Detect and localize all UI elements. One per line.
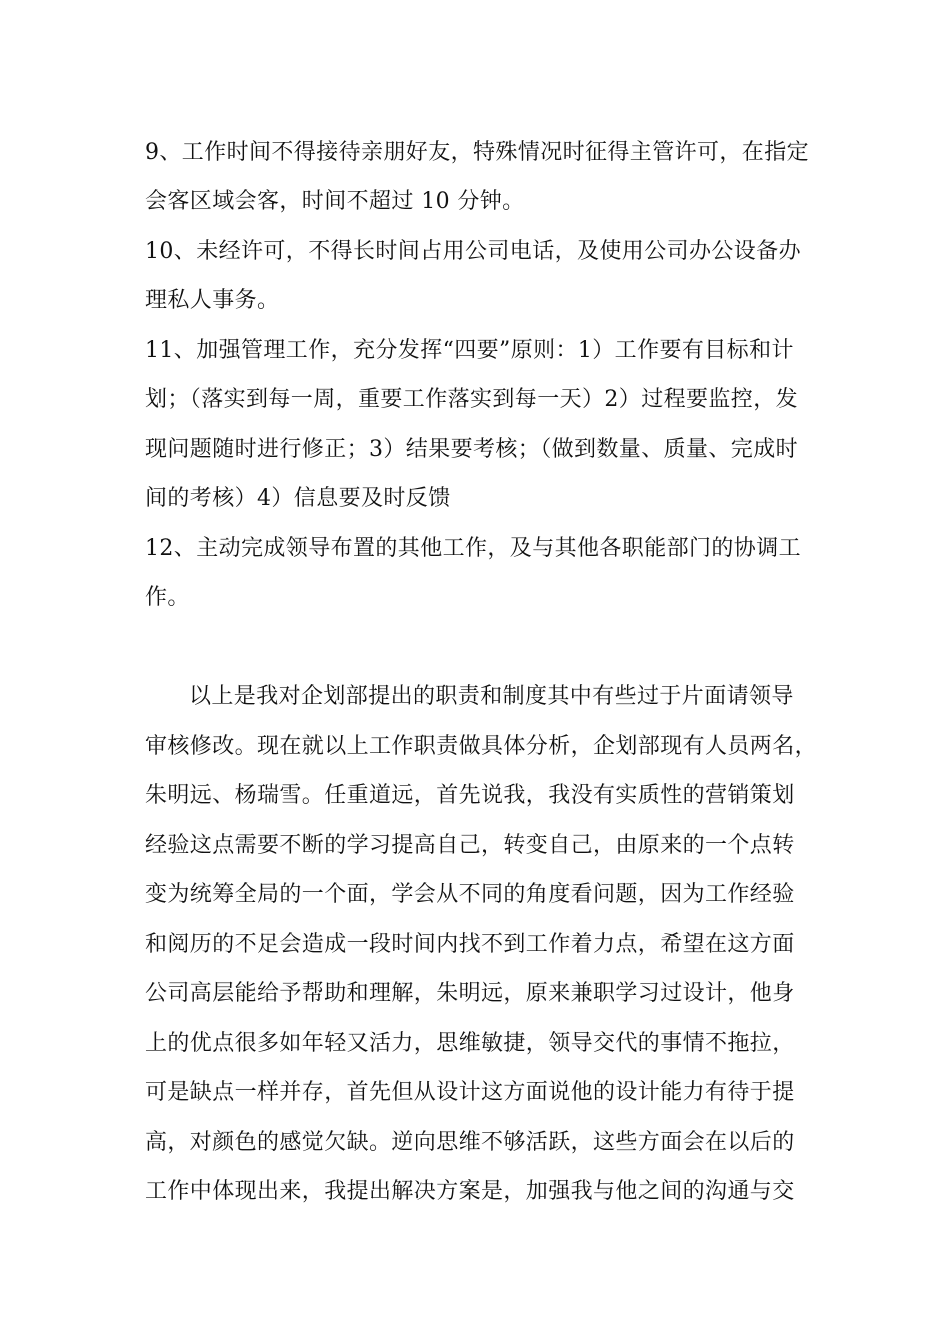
paragraph-line-11: 工作中体现出来，我提出解决方案是，加强我与他之间的沟通与交 [145,1179,795,1204]
paragraph-line-1: 以上是我对企划部提出的职责和制度其中有些过于片面请领导 [189,684,794,709]
list-item-12-line-1: 12、主动完成领导布置的其他工作，及与其他各职能部门的协调工 [145,536,801,561]
paragraph-line-6: 和阅历的不足会造成一段时间内找不到工作着力点，希望在这方面 [145,932,795,957]
list-item-11-line-4: 间的考核）4）信息要及时反馈 [145,486,451,511]
list-item-10-line-2: 理私人事务。 [145,288,280,313]
paragraph-line-3: 朱明远、杨瑞雪。任重道远，首先说我，我没有实质性的营销策划 [145,783,795,808]
list-item-12-line-2: 作。 [145,585,190,610]
paragraph-line-4: 经验这点需要不断的学习提高自己，转变自己，由原来的一个点转 [145,833,795,858]
list-item-9-line-2: 会客区域会客，时间不超过 10 分钟。 [145,189,525,214]
paragraph-line-8: 上的优点很多如年轻又活力，思维敏捷，领导交代的事情不拖拉， [145,1031,795,1056]
paragraph-line-5: 变为统筹全局的一个面，学会从不同的角度看问题，因为工作经验 [145,882,795,907]
list-item-10-line-1: 10、未经许可，不得长时间占用公司电话，及使用公司办公设备办 [145,239,801,264]
paragraph-line-7: 公司高层能给予帮助和理解，朱明远，原来兼职学习过设计，他身 [145,981,795,1006]
list-item-9-line-1: 9、工作时间不得接待亲朋好友，特殊情况时征得主管许可，在指定 [145,140,809,165]
paragraph-line-9: 可是缺点一样并存，首先但从设计这方面说他的设计能力有待于提 [145,1080,795,1105]
paragraph-line-10: 高，对颜色的感觉欠缺。逆向思维不够活跃，这些方面会在以后的 [145,1130,795,1155]
paragraph-line-2: 审核修改。现在就以上工作职责做具体分析，企划部现有人员两名， [145,734,818,759]
list-item-11-line-2: 划；（落实到每一周，重要工作落实到每一天）2）过程要监控，发 [145,387,798,412]
list-item-11-line-3: 现问题随时进行修正；3）结果要考核；（做到数量、质量、完成时 [145,437,798,462]
list-item-11-line-1: 11、加强管理工作，充分发挥“四要”原则：1）工作要有目标和计 [145,338,794,363]
